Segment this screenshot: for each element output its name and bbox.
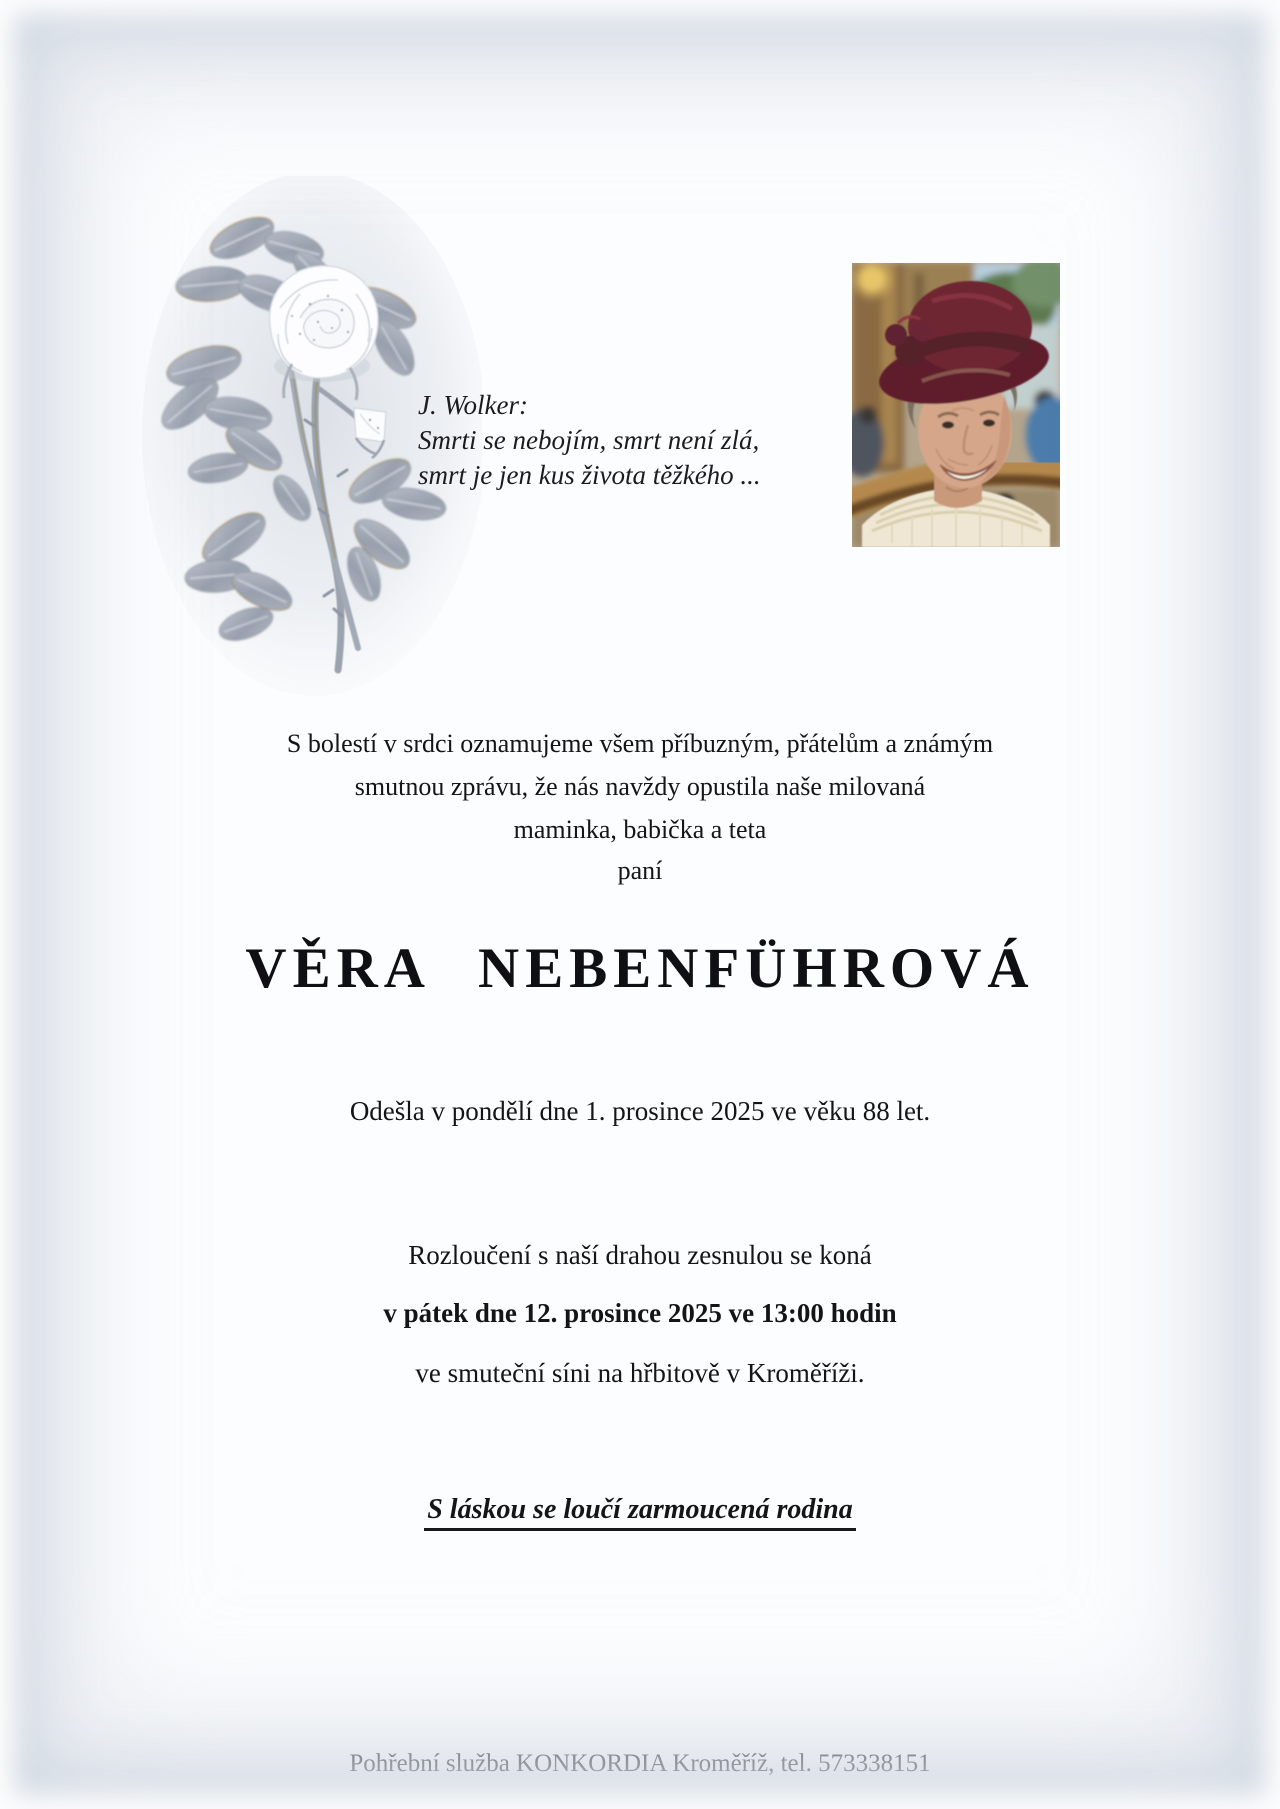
closing-line	[0, 1494, 1280, 1526]
announcement-line-1: S bolestí v srdci oznamujeme všem příbuzným, přátelům a známým	[286, 729, 994, 758]
announcement-line-3: maminka, babička a teta	[513, 815, 767, 844]
portrait-photo	[852, 263, 1060, 547]
announcement-paragraph	[0, 722, 1280, 851]
quote-attribution: J. Wolker:	[418, 390, 528, 420]
closing-text: S láskou se loučí zarmoucená rodina	[424, 1494, 856, 1531]
quote-line-2: smrt je jen kus života těžkého ...	[418, 460, 761, 490]
portrait-photo-svg	[852, 263, 1060, 547]
farewell-place-line: ve smuteční síni na hřbitově v Kroměříži.	[415, 1358, 865, 1388]
quote-line-1: Smrti se nebojím, smrt není zlá,	[418, 425, 760, 455]
farewell-intro-line: Rozloučení s naší drahou zesnulou se koná	[408, 1240, 872, 1270]
funeral-service-footer: Pohřební služba KONKORDIA Kroměříž, tel. 573338151	[349, 1750, 931, 1777]
announcement-line-2: smutnou zprávu, že nás navždy opustila naše milovaná	[354, 772, 926, 801]
deceased-name: VĚRA NEBENFÜHROVÁ	[245, 937, 1035, 1000]
farewell-datetime-line: v pátek dne 12. prosince 2025 ve 13:00 hodin	[383, 1298, 897, 1328]
death-date-line: Odešla v pondělí dne 1. prosince 2025 ve věku 88 let.	[349, 1096, 931, 1126]
quote-block	[418, 388, 761, 493]
honorific: paní	[617, 856, 663, 885]
